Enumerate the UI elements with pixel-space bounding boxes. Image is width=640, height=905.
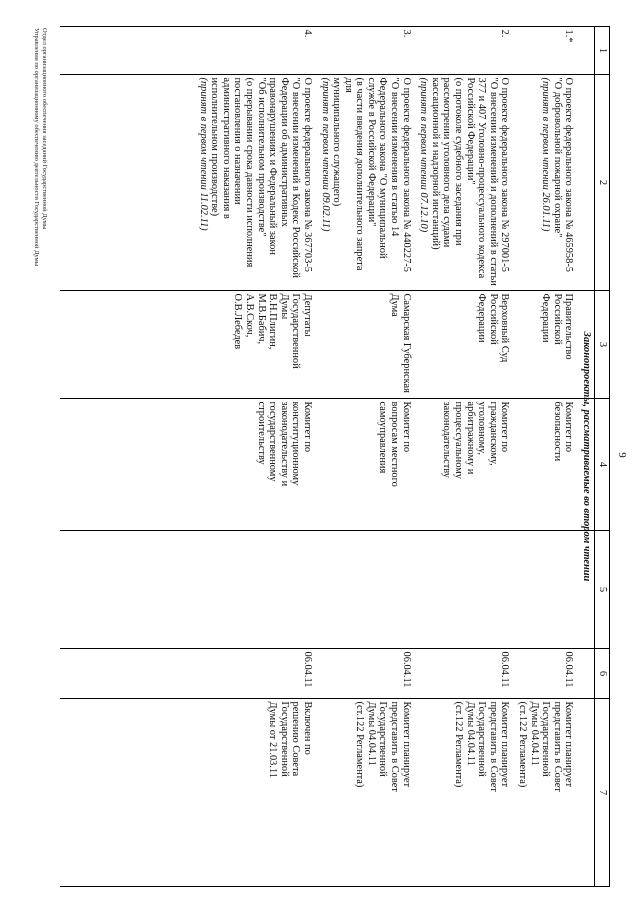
project-line: Федерального закона "О муниципальной: [377, 77, 389, 259]
author-line: Правительство: [563, 293, 575, 360]
project-line: О проекте федерального закона № 367703-5: [301, 77, 313, 272]
project-line: Российской Федерации": [464, 77, 476, 185]
column-divider: [60, 886, 610, 887]
decision-line: Государственной: [278, 701, 290, 777]
project-line: "О внесении изменений в Кодекс Российской: [290, 77, 302, 278]
decision-line: представить в Совет: [551, 701, 563, 792]
author-line: Верховный Суд: [499, 293, 511, 363]
date-cell: [193, 649, 315, 699]
author-line: М.В.Бабич,: [255, 293, 267, 345]
project-line: муниципального служащего): [331, 77, 343, 207]
table-row: [512, 27, 576, 887]
project-line: "О внесении изменения в статью 14: [389, 77, 401, 237]
project-line: (о прерывании срока давности исполнения: [243, 77, 255, 268]
committee-line: уголовному,: [476, 401, 488, 455]
column-5-cell: [414, 531, 513, 649]
decision-line: представить в Совет: [389, 701, 401, 792]
bill-title: [414, 75, 513, 291]
row-number-text: 2.: [499, 29, 511, 38]
col-header-3: 3: [595, 291, 610, 399]
col-header-1: 1: [595, 27, 610, 75]
decision-line: Государственной: [540, 701, 552, 777]
decision-line: решению Совета: [290, 701, 302, 777]
bill-author: [315, 291, 414, 399]
section-title: Законопроекты, рассматриваемые во втором чтении: [581, 331, 592, 582]
project-line: правонарушениях и Федеральный закон: [267, 77, 279, 255]
project-line: (о протоколе судебного заседания при: [453, 77, 465, 246]
project-line: исполнительном производстве): [209, 77, 221, 217]
decision-line: Комитет планирует: [563, 701, 575, 788]
table-row: [193, 27, 315, 887]
author-line: Самарская Губернская: [400, 293, 412, 393]
project-line: О проекте федерального закона № 440227-5: [400, 77, 412, 272]
committee-line: Комитет по: [301, 401, 313, 453]
col-header-4: 4: [595, 399, 610, 531]
committee-line: строительству: [255, 401, 267, 465]
project-line: "О добровольной пожарной охране": [551, 77, 563, 238]
committee-line: конституционному: [290, 401, 302, 486]
date-cell: [315, 649, 414, 699]
first-reading-note: (принят в первом чтении 09.02.11): [319, 77, 331, 232]
author-line: Государственной: [290, 293, 302, 369]
col-header-6: 6: [595, 649, 610, 699]
project-line: О проекте федерального закона № 465958-5: [563, 77, 575, 272]
column-5-cell: [193, 531, 315, 649]
committee-line: законодательству: [441, 401, 453, 478]
page-number: 9: [616, 452, 628, 458]
author-line: А.В.Скоч,: [243, 293, 255, 338]
decision-line: Включен по: [301, 701, 313, 755]
date-cell: [512, 649, 576, 699]
bill-author: [414, 291, 513, 399]
row-number: [512, 27, 576, 75]
decision-line: (ст.122 Регламента): [453, 701, 465, 788]
project-line: 377 и 407 Уголовно-процессуального кодекса: [476, 77, 488, 279]
date-cell: [414, 649, 513, 699]
table-row: [414, 27, 513, 887]
first-reading-note: (принят в первом чтении 07.12.10): [418, 77, 430, 233]
project-line: кассационной и надзорной инстанций): [429, 77, 441, 250]
responsible-committee: [512, 399, 576, 531]
committee-line: Комитет по: [563, 401, 575, 453]
author-line: В.Н.Плигин,: [267, 293, 279, 350]
project-line: О проекте федерального закона № 297001-5: [499, 77, 511, 272]
col-header-5: 5: [595, 531, 610, 649]
project-line: "Об исполнительном производстве": [255, 77, 267, 237]
author-line: О.В.Лебедев: [232, 293, 244, 350]
footer-line: Управления по организационному обеспечению деятельности Государственной Думы: [33, 28, 40, 267]
bill-author: [193, 291, 315, 399]
section-row: [576, 27, 594, 887]
date-text: 06.04.11: [499, 651, 511, 688]
author-line: Российской: [551, 293, 563, 345]
project-line: административного наказания в: [220, 77, 232, 219]
committee-line: гражданскому,: [487, 401, 499, 466]
project-line: рассмотрении уголовного дела судами: [441, 77, 453, 248]
row-number-text: 4.: [301, 29, 313, 38]
row-number-text: 1.*: [563, 29, 575, 43]
first-reading-note: (принят в первом чтении 26.01.11): [540, 77, 552, 232]
committee-line: самоуправления: [377, 401, 389, 474]
decision-line: Думы от 21.03.11: [267, 701, 279, 778]
column-divider: [60, 648, 610, 649]
row-number: [315, 27, 414, 75]
column-5-cell: [315, 531, 414, 649]
column-divider: [60, 74, 610, 75]
bill-title: [315, 75, 414, 291]
date-text: 06.04.11: [301, 651, 313, 688]
date-text: 06.04.11: [400, 651, 412, 688]
col-header-7: 7: [595, 699, 610, 887]
author-line: Депутаты: [301, 293, 313, 337]
committee-line: Комитет по: [499, 401, 511, 453]
project-line: Федерации об административных: [278, 77, 290, 227]
column-divider: [60, 26, 610, 27]
column-5-cell: [512, 531, 576, 649]
decision-line: (ст.122 Регламента): [517, 701, 529, 788]
decision-line: Государственной: [476, 701, 488, 777]
footer: [32, 28, 48, 266]
author-line: Российской: [487, 293, 499, 345]
decision-cell: [315, 699, 414, 887]
date-text: 06.04.11: [563, 651, 575, 688]
row-number-text: 3.: [400, 29, 412, 38]
committee-line: Комитет по: [400, 401, 412, 453]
decision-line: представить в Совет: [487, 701, 499, 792]
column-divider: [60, 398, 610, 399]
committee-line: государственному: [267, 401, 279, 482]
author-line: Федерации: [540, 293, 552, 343]
project-line: службе в Российской Федерации": [365, 77, 377, 227]
decision-cell: [414, 699, 513, 887]
column-divider: [60, 290, 610, 291]
committee-line: законодательству и: [278, 401, 290, 487]
committee-line: арбитражному и: [464, 401, 476, 475]
decision-line: Думы 04.04.11: [365, 701, 377, 766]
column-divider: [60, 698, 610, 699]
column-number-row: [595, 27, 610, 887]
bill-author: [512, 291, 576, 399]
row-number: [193, 27, 315, 75]
table-row: [315, 27, 414, 887]
project-line: (в части введения дополнительного запрета для: [342, 77, 366, 271]
author-line: Федерации: [476, 293, 488, 343]
column-divider: [60, 530, 610, 531]
footer-line: Отдел организационного обеспечения заседаний Государственной Думы: [41, 28, 48, 230]
responsible-committee: [315, 399, 414, 531]
author-line: Думы: [278, 293, 290, 320]
project-line: "О внесении изменений и дополнений в статьи: [487, 77, 499, 286]
decision-line: (ст.122 Регламента): [354, 701, 366, 788]
row-number: [414, 27, 513, 75]
decision-line: Думы 04.04.11: [528, 701, 540, 766]
responsible-committee: [414, 399, 513, 531]
bills-table: [193, 26, 610, 887]
decision-line: Думы 04.04.11: [464, 701, 476, 766]
first-reading-note: (принят в первом чтении 11.02.11): [197, 77, 209, 231]
committee-line: безопасности: [551, 401, 563, 462]
committee-line: вопросам местного: [389, 401, 401, 487]
responsible-committee: [193, 399, 315, 531]
decision-cell: [512, 699, 576, 887]
decision-line: Государственной: [377, 701, 389, 777]
col-header-2: 2: [595, 75, 610, 291]
committee-line: процессуальному: [453, 401, 465, 479]
bill-title: [512, 75, 576, 291]
decision-line: Комитет планирует: [499, 701, 511, 788]
decision-line: Комитет планирует: [400, 701, 412, 788]
author-line: Дума: [389, 293, 401, 317]
project-line: постановления о назначении: [232, 77, 244, 205]
bill-title: [193, 75, 315, 291]
decision-cell: [193, 699, 315, 887]
